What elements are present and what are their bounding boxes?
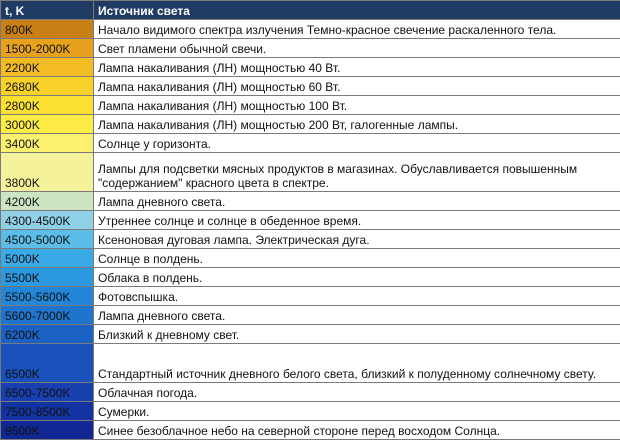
table-row bbox=[1, 211, 620, 230]
table-row bbox=[1, 287, 620, 306]
table-row bbox=[1, 344, 620, 383]
source-cell: Облака в полдень. bbox=[94, 268, 620, 287]
temperature-cell: 2800K bbox=[1, 96, 94, 115]
table-row bbox=[1, 249, 620, 268]
table-row bbox=[1, 383, 620, 402]
header-temp: t, K bbox=[1, 1, 94, 20]
table-row bbox=[1, 77, 620, 96]
table-row bbox=[1, 306, 620, 325]
table-row bbox=[1, 421, 620, 440]
table-row bbox=[1, 230, 620, 249]
temperature-cell: 3000K bbox=[1, 115, 94, 134]
header-row bbox=[1, 1, 620, 20]
temperature-cell: 2680K bbox=[1, 77, 94, 96]
source-cell: Лампа накаливания (ЛН) мощностью 200 Вт, галогенные лампы. bbox=[94, 115, 620, 134]
table-row bbox=[1, 115, 620, 134]
temperature-cell: 3800K bbox=[1, 153, 94, 192]
source-cell: Лампа накаливания (ЛН) мощностью 60 Вт. bbox=[94, 77, 620, 96]
temperature-cell: 5000K bbox=[1, 249, 94, 268]
temperature-cell: 5500K bbox=[1, 268, 94, 287]
source-cell: Солнце в полдень. bbox=[94, 249, 620, 268]
temperature-cell: 1500-2000K bbox=[1, 39, 94, 58]
source-cell: Сумерки. bbox=[94, 402, 620, 421]
temperature-cell: 6500K bbox=[1, 344, 94, 383]
temperature-cell: 4500-5000K bbox=[1, 230, 94, 249]
table-row bbox=[1, 96, 620, 115]
temperature-cell: 4300-4500K bbox=[1, 211, 94, 230]
table-row bbox=[1, 153, 620, 192]
source-cell: Лампы для подсветки мясных продуктов в магазинах. Обуславливается повышенным "содержанием" красного цвета в спектре. bbox=[94, 153, 620, 192]
temperature-cell: 5600-7000K bbox=[1, 306, 94, 325]
source-cell: Начало видимого спектра излучения Темно-красное свечение раскаленного тела. bbox=[94, 20, 620, 39]
source-cell: Ксеноновая дуговая лампа. Электрическая дуга. bbox=[94, 230, 620, 249]
source-cell: Синее безоблачное небо на северной стороне перед восходом Солнца. bbox=[94, 421, 620, 440]
temperature-cell: 3400K bbox=[1, 134, 94, 153]
table-body bbox=[1, 20, 620, 440]
source-cell: Лампа накаливания (ЛН) мощностью 40 Вт. bbox=[94, 58, 620, 77]
table-row bbox=[1, 402, 620, 421]
table-row bbox=[1, 134, 620, 153]
table-row bbox=[1, 39, 620, 58]
table-row bbox=[1, 20, 620, 39]
source-cell: Близкий к дневному свет. bbox=[94, 325, 620, 344]
temperature-cell: 6200K bbox=[1, 325, 94, 344]
table-row bbox=[1, 268, 620, 287]
source-cell: Стандартный источник дневного белого света, близкий к полуденному солнечному свету. bbox=[94, 344, 620, 383]
source-cell: Солнце у горизонта. bbox=[94, 134, 620, 153]
table-row bbox=[1, 325, 620, 344]
source-cell: Утреннее солнце и солнце в обеденное время. bbox=[94, 211, 620, 230]
temperature-cell: 6500-7500K bbox=[1, 383, 94, 402]
source-cell: Облачная погода. bbox=[94, 383, 620, 402]
source-cell: Лампа дневного света. bbox=[94, 306, 620, 325]
table-row bbox=[1, 58, 620, 77]
temperature-cell: 7500-8500K bbox=[1, 402, 94, 421]
table-row bbox=[1, 192, 620, 211]
temperature-cell: 800K bbox=[1, 20, 94, 39]
header-source: Источник света bbox=[94, 1, 620, 20]
temperature-cell: 5500-5600K bbox=[1, 287, 94, 306]
source-cell: Свет пламени обычной свечи. bbox=[94, 39, 620, 58]
source-cell: Фотовспышка. bbox=[94, 287, 620, 306]
source-cell: Лампа накаливания (ЛН) мощностью 100 Вт. bbox=[94, 96, 620, 115]
temperature-cell: 4200K bbox=[1, 192, 94, 211]
temperature-cell: 9500K bbox=[1, 421, 94, 440]
temperature-cell: 2200K bbox=[1, 58, 94, 77]
source-cell: Лампа дневного света. bbox=[94, 192, 620, 211]
